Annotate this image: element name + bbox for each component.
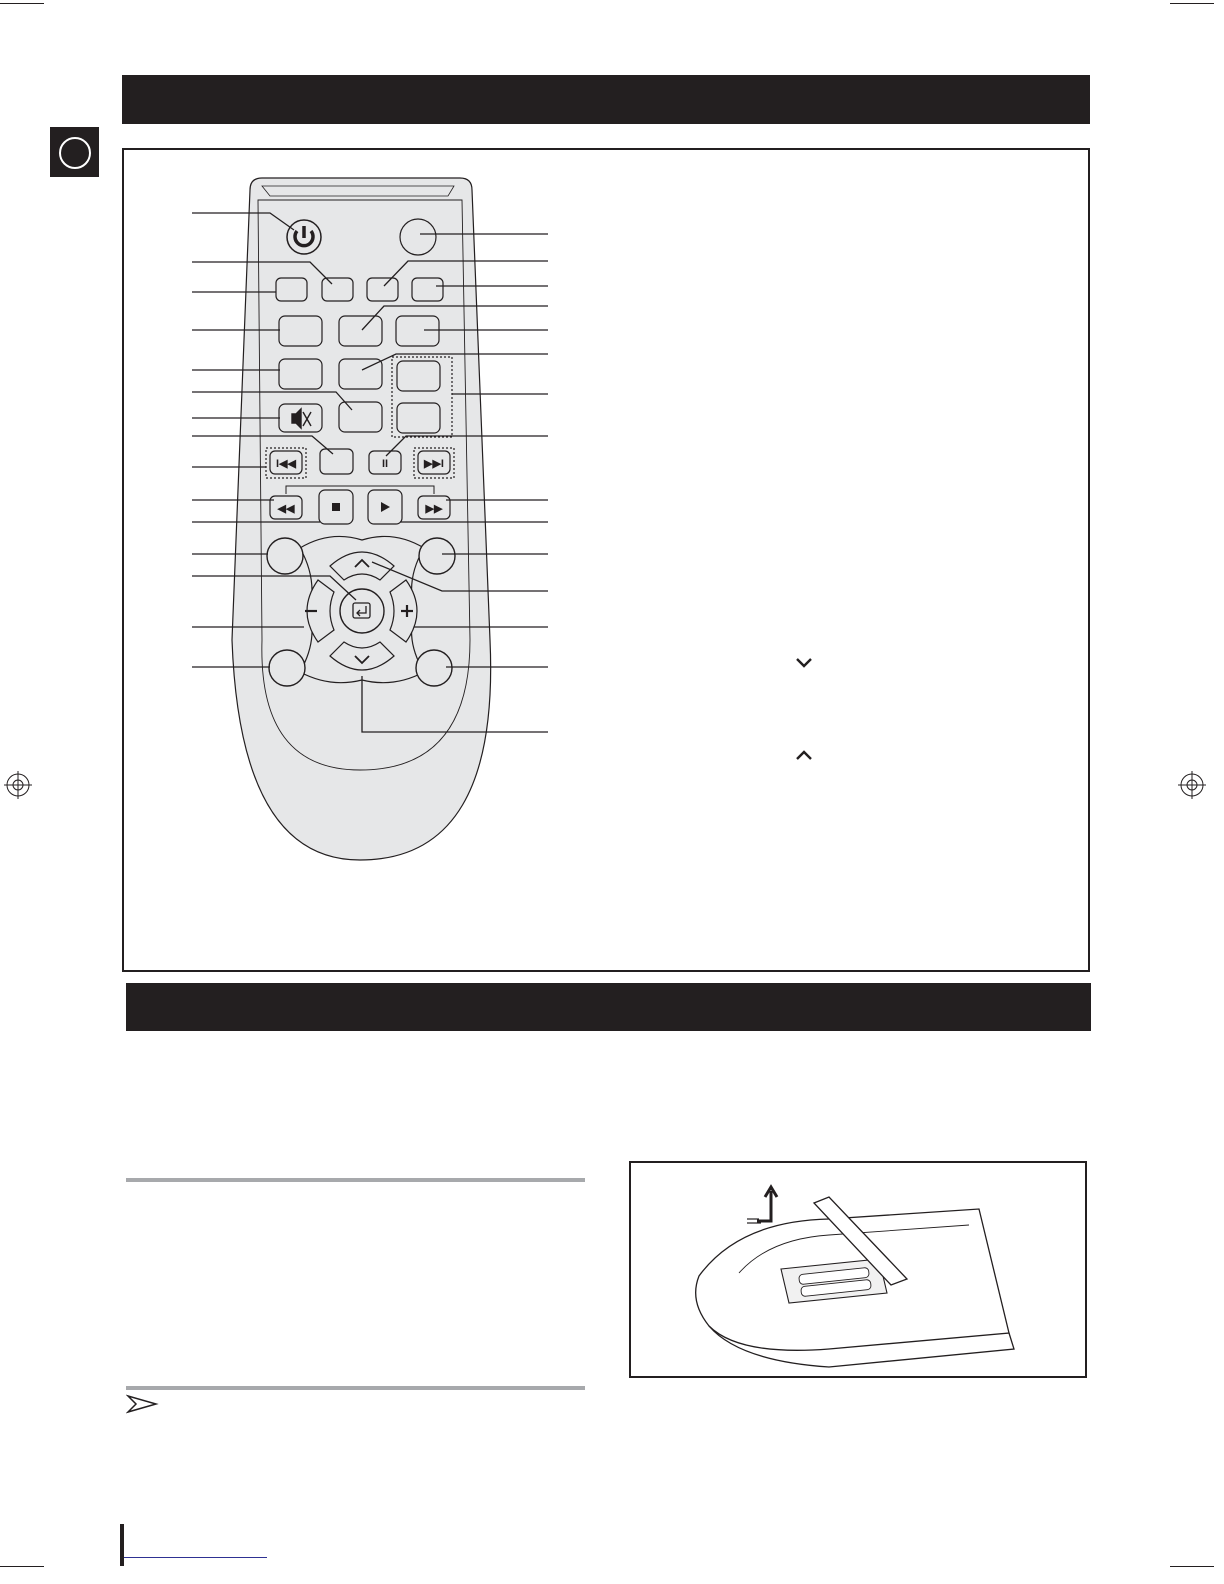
button-row5-mid[interactable] [339, 402, 382, 432]
button-row3-left[interactable] [279, 316, 322, 346]
footer-page-bar [120, 1524, 124, 1566]
footer-underline [124, 1557, 267, 1558]
legend-down-chevron-icon [797, 659, 811, 666]
corner-button-top-left[interactable] [267, 538, 303, 574]
next-track-icon: ▶▶I [424, 458, 444, 470]
button-row3-mid[interactable] [339, 316, 382, 346]
pause-icon: II [381, 458, 389, 470]
steps-top-rule [126, 1178, 585, 1182]
rewind-icon: ◀◀ [277, 503, 295, 515]
section-banner [126, 983, 1091, 1031]
stop-icon [332, 503, 340, 511]
small-button-4[interactable] [412, 278, 443, 301]
button-row4-right[interactable] [397, 361, 440, 391]
crop-mark-bottom-right [1170, 1566, 1214, 1567]
small-button-2[interactable] [322, 278, 353, 301]
crop-mark-bottom-left [0, 1566, 44, 1567]
registration-mark-right [1178, 771, 1206, 799]
lift-arrow-icon [757, 1187, 777, 1221]
transport-blank-button[interactable] [320, 449, 353, 474]
corner-button-bottom-right[interactable] [416, 650, 452, 686]
prev-track-icon: I◀◀ [276, 458, 296, 470]
small-button-1[interactable] [276, 278, 307, 301]
corner-button-bottom-left[interactable] [269, 650, 305, 686]
fast-forward-icon: ▶▶ [425, 503, 443, 515]
enter-button[interactable] [340, 589, 384, 633]
note-arrow-icon [126, 1394, 160, 1414]
small-button-3[interactable] [367, 278, 398, 301]
button-row3-right[interactable] [396, 316, 439, 346]
note-top-rule [126, 1386, 585, 1390]
legend-up-chevron-icon [797, 752, 811, 759]
corner-button-top-right[interactable] [419, 538, 455, 574]
battery-cover-illustration [629, 1161, 1087, 1378]
button-row5-right[interactable] [397, 403, 440, 433]
registration-mark-left [4, 771, 32, 799]
button-row4-left[interactable] [279, 359, 322, 389]
round-top-right-button[interactable] [400, 219, 436, 255]
